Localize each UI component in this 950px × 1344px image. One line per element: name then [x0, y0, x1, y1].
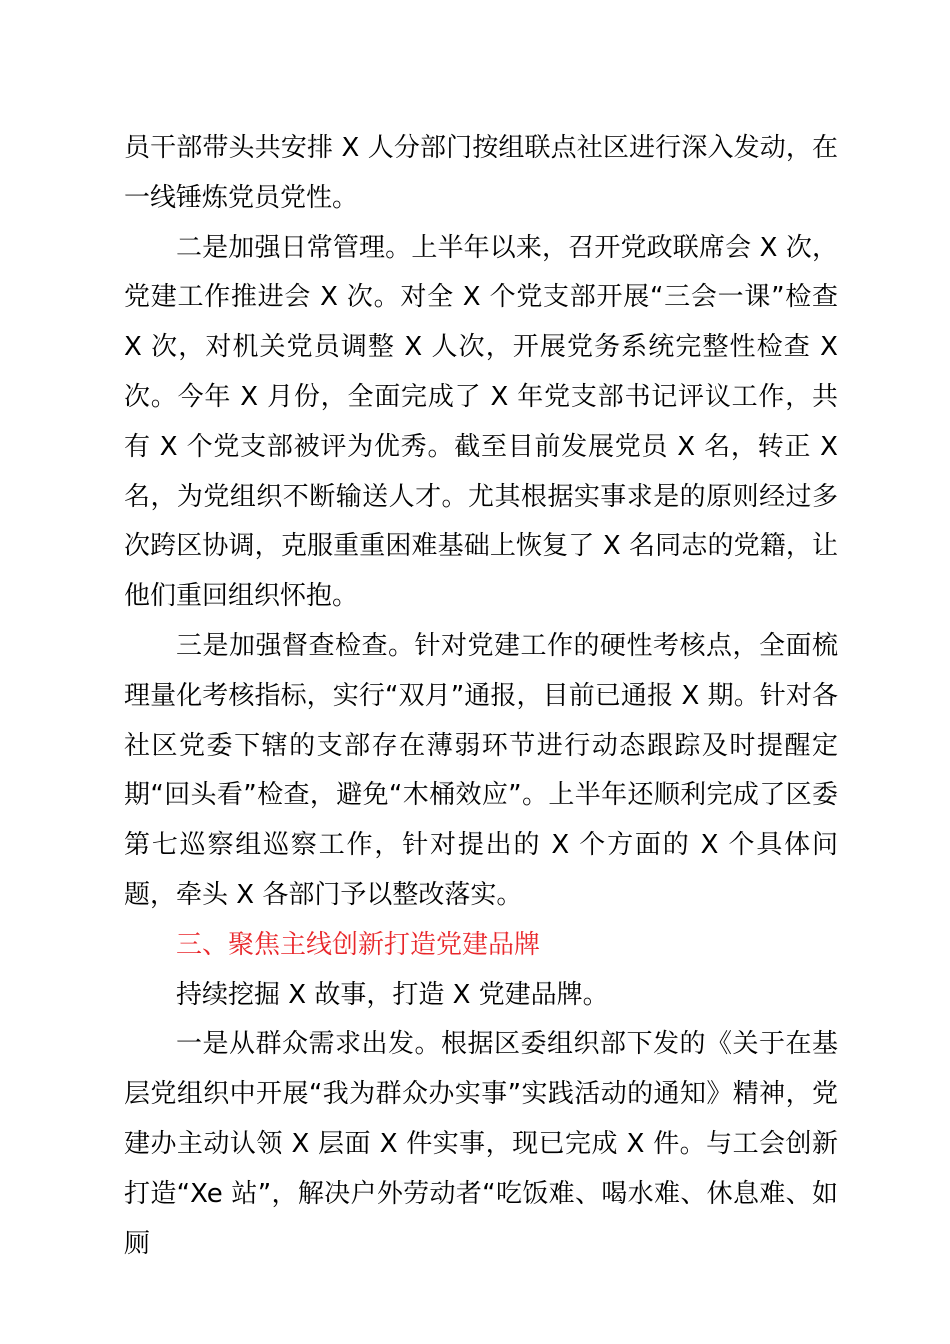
paragraph-supervision: 三是加强督查检查。针对党建工作的硬性考核点，全面梳理量化考核指标，实行“双月”通报，目前已通报 X 期。针对各社区党委下辖的支部存在薄弱环节进行动态跟踪及时提醒定期“回头看”检查，避免“木桶效应”。上半年还顺利完成了区委第七巡察组巡察工作，针对提出的 X 个方面的 X 个具体问题，牵头 X 各部门予以整改落实。 — [124, 630, 838, 910]
paragraph-public-needs: 一是从群众需求出发。根据区委组织部下发的《关于在基层党组织中开展“我为群众办实事”实践活动的通知》精神，党建办主动认领 X 层面 X 件实事，现已完成 X 件。与工会创新打造“Xe 站”，解决户外劳动者“吃饭难、喝水难、休息难、如厕 — [124, 1029, 838, 1259]
paragraph-intro: 持续挖掘 X 故事，打造 X 党建品牌。 — [176, 979, 609, 1010]
paragraph-daily-management: 二是加强日常管理。上半年以来，召开党政联席会 X 次，党建工作推进会 X 次。对全 X 个党支部开展“三会一课”检查 X 次，对机关党员调整 X 人次，开展党务系统完整性检查 X 次。今年 X 月份，全面完成了 X 年党支部书记评议工作，共有 X 个党支部被评为优秀。截至目前发展党员 X 名，转正 X 名，为党组织不断输送人才。尤其根据实事求是的原则经过多次跨区协调，克服重重困难基础上恢复了 X 名同志的党籍，让他们重回组织怀抱。 — [124, 232, 838, 612]
section-heading: 三、聚焦主线创新打造党建品牌 — [176, 929, 541, 960]
paragraph-continuation: 员干部带头共安排 X 人分部门按组联点社区进行深入发动，在一线锤炼党员党性。 — [124, 133, 838, 213]
document-body — [124, 124, 838, 1269]
